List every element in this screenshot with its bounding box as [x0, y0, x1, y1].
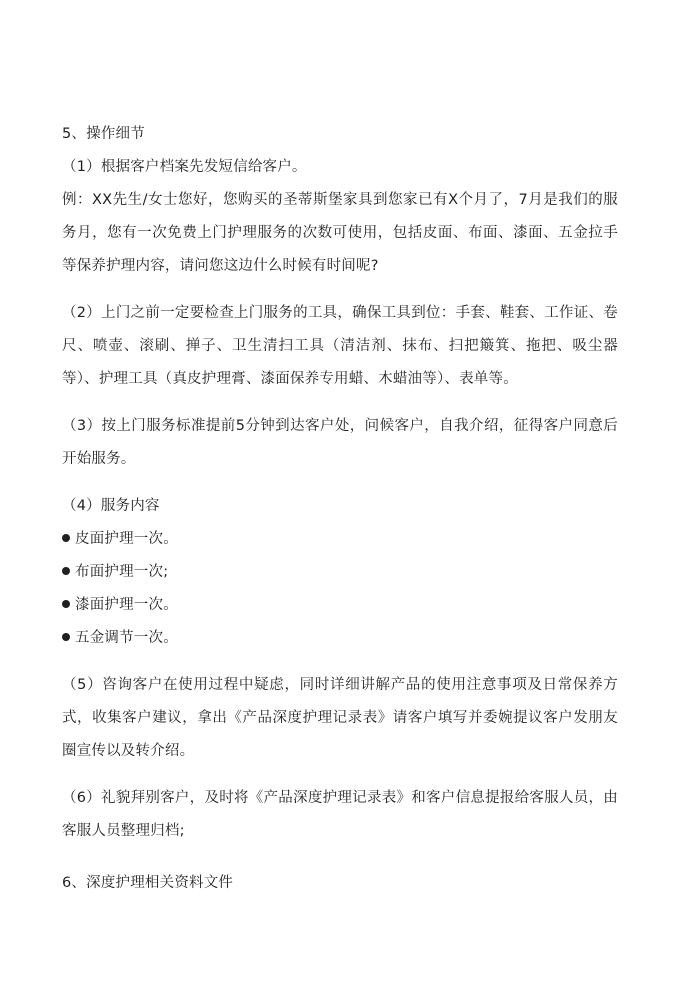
list-item-4-bullet [62, 523, 618, 556]
list-item-4: （4）服务内容 [62, 498, 160, 514]
bullet-dot-icon [62, 567, 70, 575]
spacer [62, 768, 618, 782]
bullet-dot-icon [62, 534, 70, 542]
list-item-2: （2）上门之前一定要检查上门服务的工具，确保工具到位：手套、鞋套、工作证、卷尺、喷壶、滚刷、掸子、卫生清扫工具（清洁剂、抹布、扫把簸箕、拖把、吸尘器等）、护理工具（真皮护理膏、漆面保养专用蜡、木蜡油等）、表单等。 [62, 305, 618, 387]
spacer [62, 655, 618, 669]
list-item-1: （1）根据客户档案先发短信给客户。 [62, 159, 307, 175]
bullet-text: 布面护理一次; [75, 564, 169, 580]
bullet-dot-icon [62, 600, 70, 608]
document-body [62, 118, 618, 900]
bullet-text: 皮面护理一次。 [75, 531, 178, 547]
spacer [62, 476, 618, 490]
bullet-text: 五金调节一次。 [75, 630, 178, 646]
list-item-1-example: 例：XX先生/女士您好，您购买的圣蒂斯堡家具到您家已有X个月了，7月是我们的服务月，您有一次免费上门护理服务的次数可使用，包括皮面、布面、漆面、五金拉手等保养护理内容，请问您这边什么时候有时间呢? [62, 192, 618, 274]
bullet-text: 漆面护理一次。 [75, 597, 178, 613]
list-item-4-bullet [62, 589, 618, 622]
spacer [62, 283, 618, 297]
bullet-dot-icon [62, 633, 70, 641]
list-item-6: （6）礼貌拜别客户，及时将《产品深度护理记录表》和客户信息提报给客服人员，由客服人员整理归档; [62, 790, 618, 839]
spacer [62, 396, 618, 410]
section-heading-deep-care-documents: 6、深度护理相关资料文件 [62, 875, 234, 891]
list-item-4-bullet [62, 556, 618, 589]
list-item-4-bullet [62, 622, 618, 655]
section-heading-operation-details: 5、操作细节 [62, 126, 145, 142]
list-item-3: （3）按上门服务标准提前5分钟到达客户处，问候客户，自我介绍，征得客户同意后开始服务。 [62, 418, 618, 467]
spacer [62, 848, 618, 867]
list-item-5: （5）咨询客户在使用过程中疑虑，同时详细讲解产品的使用注意事项及日常保养方式，收集客户建议，拿出《产品深度护理记录表》请客户填写并委婉提议客户发朋友圈宣传以及转介绍。 [62, 677, 618, 759]
